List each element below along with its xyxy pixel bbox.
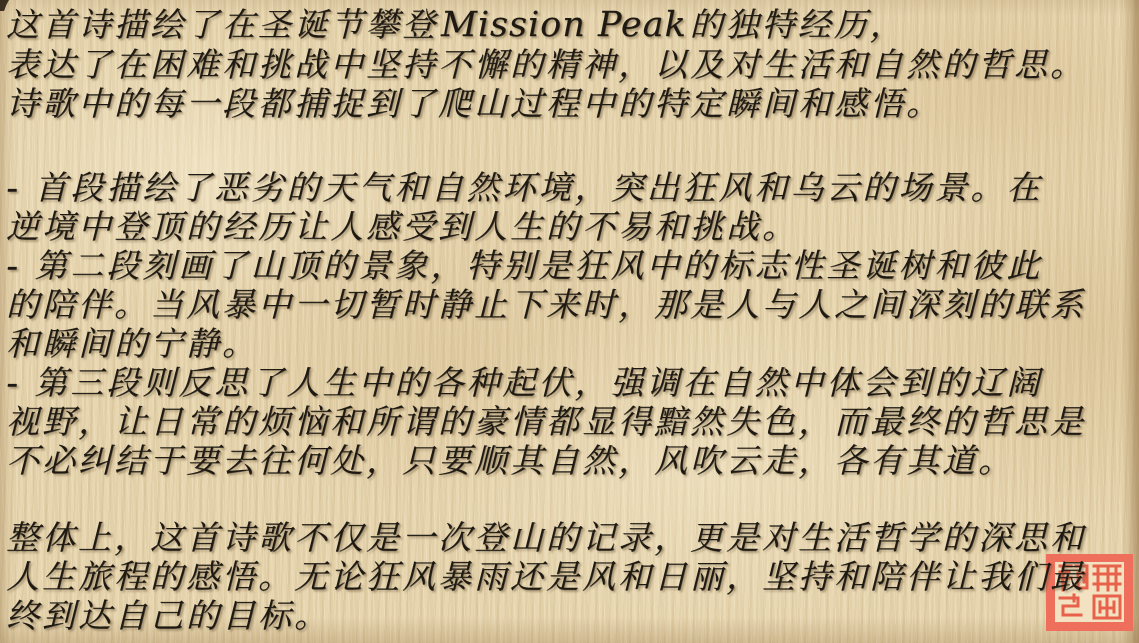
- intro-line1-suffix: 的独特经历，: [689, 5, 906, 44]
- text-line: 整体上，这首诗歌不仅是一次登山的记录，更是对生活哲学的深思和: [6, 518, 1086, 557]
- text-line: 表达了在困难和挑战中坚持不懈的精神，以及对生活和自然的哲思。: [6, 45, 1086, 84]
- text-line: 逆境中登顶的经历让人感受到人生的不易和挑战。: [6, 207, 798, 246]
- text-line: 和瞬间的宁静。: [6, 324, 258, 363]
- text-line: 不必纠结于要去往何处，只要顺其自然，风吹云走，各有其道。: [6, 441, 1014, 480]
- mission-peak-text: Mission Peak: [441, 5, 687, 45]
- text-line: 人生旅程的感悟。无论狂风暴雨还是风和日丽，坚持和陪伴让我们最: [6, 557, 1086, 596]
- text-line: 的陪伴。当风暴中一切暂时静止下来时，那是人与人之间深刻的联系: [6, 285, 1086, 324]
- text-line: 诗歌中的每一段都捕捉到了爬山过程中的特定瞬间和感悟。: [6, 84, 942, 123]
- text-line: [6, 5, 1086, 45]
- conclusion-paragraph: [6, 518, 1086, 635]
- stanza-analysis-paragraph: [6, 168, 1086, 480]
- text-line: 视野，让日常的烦恼和所谓的豪情都显得黯然失色，而最终的哲思是: [6, 402, 1086, 441]
- poem-analysis-text: [6, 5, 1086, 635]
- text-line: - 首段描绘了恶劣的天气和自然环境，突出狂风和乌云的场景。在: [6, 168, 1043, 207]
- intro-line1-prefix: 这首诗描绘了在圣诞节攀登: [6, 5, 438, 44]
- text-line: - 第三段则反思了人生中的各种起伏，强调在自然中体会到的辽阔: [6, 363, 1043, 402]
- text-line: 终到达自己的目标。: [6, 596, 330, 635]
- text-line: - 第二段刻画了山顶的景象，特别是狂风中的标志性圣诞树和彼此: [6, 246, 1043, 285]
- intro-paragraph: [6, 5, 1086, 123]
